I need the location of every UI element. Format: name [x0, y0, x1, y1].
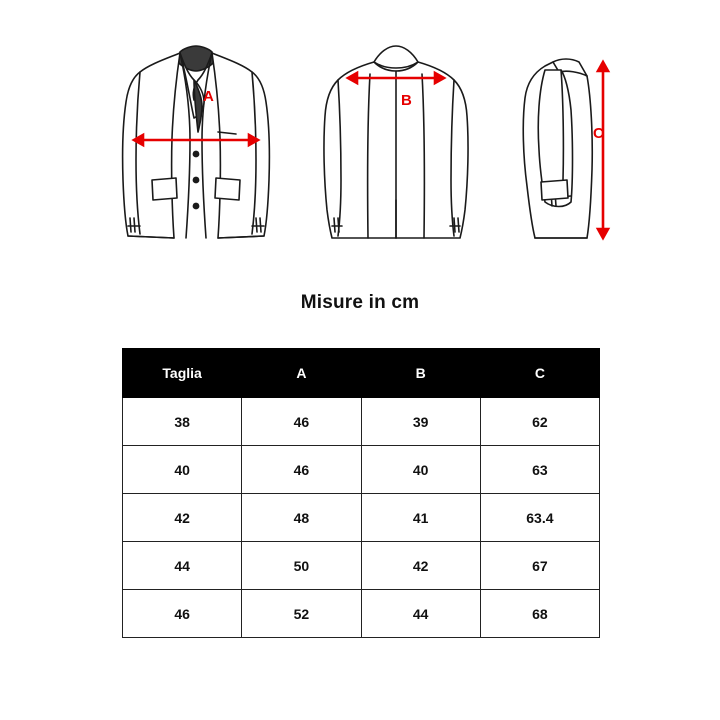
measure-label-a: A [203, 88, 214, 105]
jacket-back-illustration [310, 40, 480, 250]
table-row [123, 446, 600, 494]
table-row [123, 494, 600, 542]
table-cell-b: 44 [361, 590, 480, 638]
jacket-front-illustration [110, 40, 280, 250]
table-cell-c: 63 [480, 446, 599, 494]
size-table-wrapper [122, 348, 600, 638]
jacket-side-view [505, 40, 625, 255]
measure-label-c: C [593, 125, 604, 142]
table-cell-c: 67 [480, 542, 599, 590]
table-cell-size: 40 [123, 446, 242, 494]
table-header-row [123, 349, 600, 398]
jacket-back-view [310, 40, 480, 255]
table-cell-c: 62 [480, 398, 599, 446]
table-cell-a: 48 [242, 494, 361, 542]
jacket-front-view [110, 40, 280, 255]
measure-label-b: B [401, 92, 412, 109]
table-header-cell: B [361, 349, 480, 398]
table-row [123, 542, 600, 590]
table-cell-a: 46 [242, 398, 361, 446]
jacket-side-illustration [505, 40, 625, 250]
table-cell-b: 42 [361, 542, 480, 590]
table-header-cell: A [242, 349, 361, 398]
jacket-diagrams [0, 40, 720, 270]
table-cell-size: 42 [123, 494, 242, 542]
table-cell-c: 63.4 [480, 494, 599, 542]
table-cell-a: 46 [242, 446, 361, 494]
caption-misure: Misure in cm [300, 292, 420, 313]
table-row [123, 590, 600, 638]
table-header-cell: Taglia [123, 349, 242, 398]
table-cell-size: 38 [123, 398, 242, 446]
table-cell-b: 41 [361, 494, 480, 542]
table-row [123, 398, 600, 446]
table-header-cell: C [480, 349, 599, 398]
table-cell-a: 52 [242, 590, 361, 638]
table-cell-b: 39 [361, 398, 480, 446]
table-cell-size: 44 [123, 542, 242, 590]
table-cell-c: 68 [480, 590, 599, 638]
table-cell-size: 46 [123, 590, 242, 638]
size-table [122, 348, 600, 638]
size-table-body [123, 398, 600, 638]
table-cell-b: 40 [361, 446, 480, 494]
table-cell-a: 50 [242, 542, 361, 590]
size-table-head [123, 349, 600, 398]
